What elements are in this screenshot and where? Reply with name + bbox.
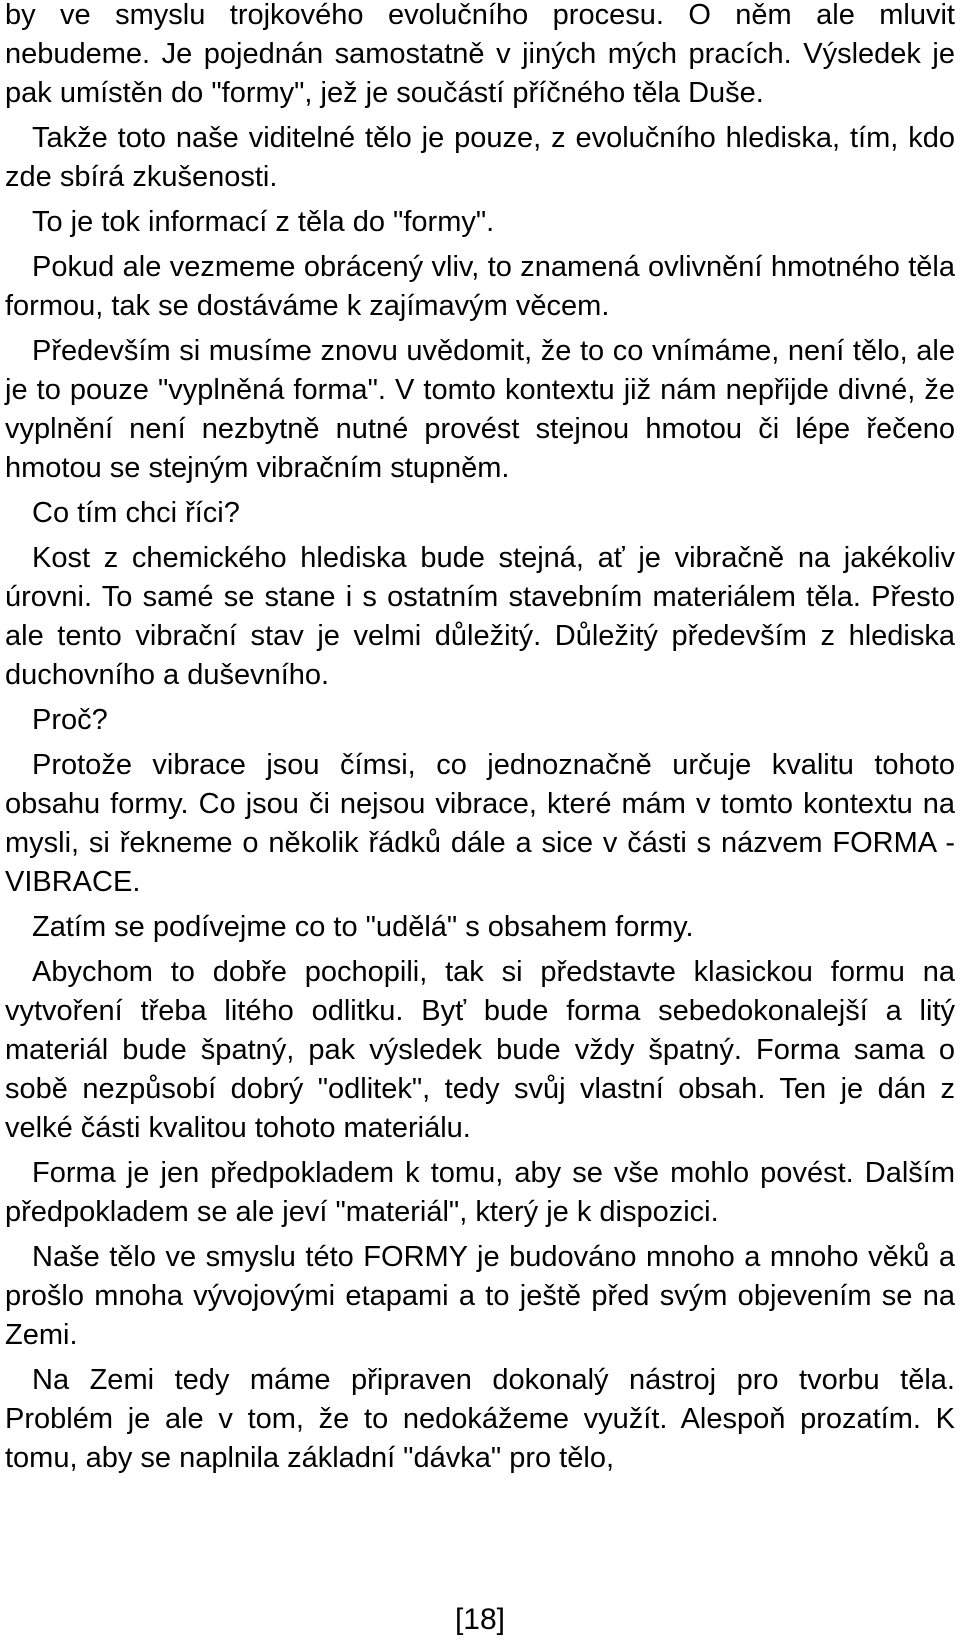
paragraph: Naše tělo ve smyslu této FORMY je budováno mnoho a mnoho věků a prošlo mnoha vývojovými etapami a to ještě před svým objevením se na Zemi.: [5, 1241, 955, 1351]
paragraph: Proč?: [32, 704, 108, 736]
paragraph: Zatím se podívejme co to "udělá" s obsahem formy.: [32, 911, 694, 943]
page-number: [18]: [454, 1603, 506, 1636]
paragraph: Takže toto naše viditelné tělo je pouze, z evolučního hlediska, tím, kdo zde sbírá zkušenosti.: [5, 122, 955, 193]
paragraph: Protože vibrace jsou čímsi, co jednoznačně určuje kvalitu tohoto obsahu formy. Co jsou či nejsou vibrace, které mám v tomto kontextu na mysli, si řekneme o několik řádků dále a sice v části s názvem FORMA - VIBRACE.: [5, 749, 955, 898]
paragraph: Kost z chemického hlediska bude stejná, ať je vibračně na jakékoliv úrovni. To samé se stane i s ostatním stavebním materiálem těla. Přesto ale tento vibrační stav je velmi důležitý. Důležitý především z hlediska duchovního a duševního.: [5, 542, 955, 691]
paragraph: Forma je jen předpokladem k tomu, aby se vše mohlo povést. Dalším předpokladem se ale jeví "materiál", který je k dispozici.: [5, 1157, 955, 1228]
paragraph: Pokud ale vezmeme obrácený vliv, to znamená ovlivnění hmotného těla formou, tak se dostáváme k zajímavým věcem.: [5, 251, 955, 322]
document-page: [5, 0, 955, 1484]
paragraph: Především si musíme znovu uvědomit, že to co vnímáme, není tělo, ale je to pouze "vyplněná forma". V tomto kontextu již nám nepřijde divné, že vyplnění není nezbytně nutné provést stejnou hmotou či lépe řečeno hmotou se stejným vibračním stupněm.: [5, 335, 955, 484]
paragraph: Abychom to dobře pochopili, tak si představte klasickou formu na vytvoření třeba litého odlitku. Byť bude forma sebedokonalejší a litý materiál bude špatný, pak výsledek bude vždy špatný. Forma sama o sobě nezpůsobí dobrý "odlitek", tedy svůj vlastní obsah. Ten je dán z velké části kvalitou tohoto materiálu.: [5, 956, 955, 1144]
paragraph: To je tok informací z těla do "formy".: [32, 206, 495, 238]
paragraph: by ve smyslu trojkového evolučního procesu. O něm ale mluvit nebudeme. Je pojednán samostatně v jiných mých pracích. Výsledek je pak umístěn do "formy", jež je součástí příčného těla Duše.: [5, 0, 955, 109]
paragraph: Na Zemi tedy máme připraven dokonalý nástroj pro tvorbu těla. Problém je ale v tom, že to nedokážeme využít. Alespoň prozatím. K tomu, aby se naplnila základní "dávka" pro tělo,: [5, 1364, 955, 1474]
paragraph: Co tím chci říci?: [32, 497, 240, 529]
